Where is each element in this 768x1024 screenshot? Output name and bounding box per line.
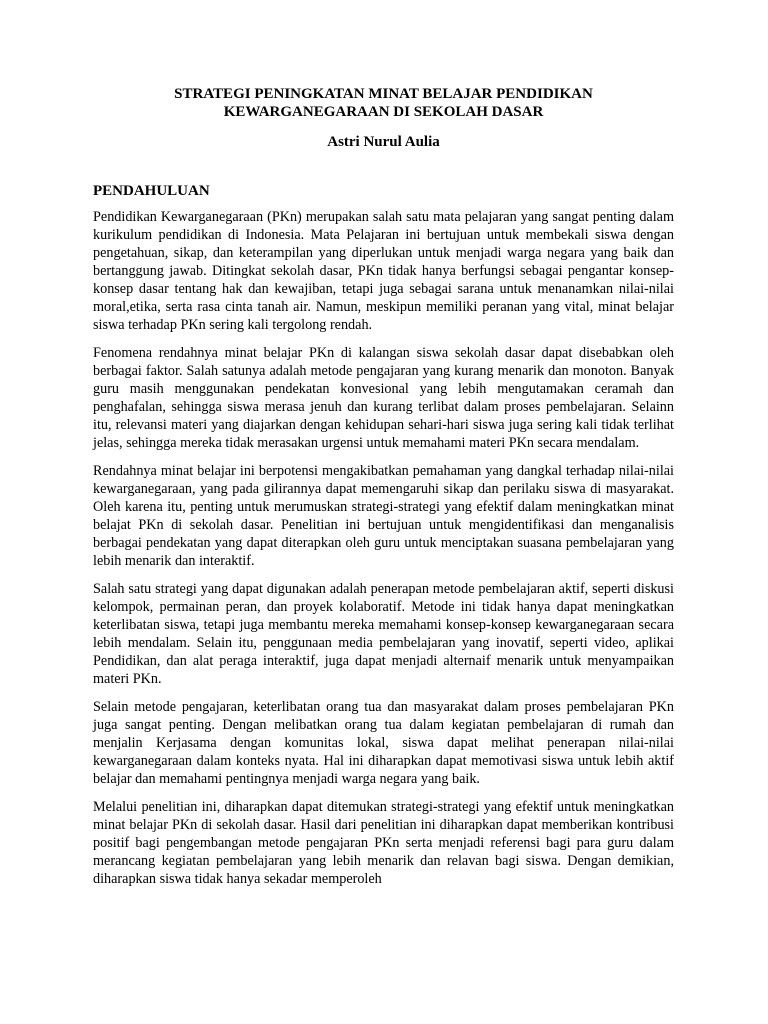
paragraph: Fenomena rendahnya minat belajar PKn di kalangan siswa sekolah dasar dapat disebabkan oleh berbagai faktor. Salah satunya adalah metode pengajaran yang kurang menarik dan monoton. Banyak guru masih menggunakan pendekatan konvesional yang lebih mengutamakan ceramah dan penghafalan, sehingga siswa merasa jenuh dan kurang terlibat dalam proses pembelajaran. Selainn itu, relevansi materi yang diajarkan dengan kehidupan sehari-hari siswa juga sering kali tidak terlihat jelas, sehingga mereka tidak merasakan urgensi untuk memahami materi PKn secara mendalam. — [93, 345, 674, 451]
body-text — [93, 208, 674, 888]
paragraph: Rendahnya minat belajar ini berpotensi mengakibatkan pemahaman yang dangkal terhadap nilai-nilai kewarganegaraan, yang pada gilirannya dapat memengaruhi sikap dan perilaku siswa di masyarakat. Oleh karena itu, penting untuk merumuskan strategi-strategi yang efektif dalam meningkatkan minat belajat PKn di sekolah dasar. Penelitian ini bertujuan untuk mengidentifikasi dan menganalisis berbagai pendekatan yang dapat diterapkan oleh guru untuk menciptakan suasana pembelajaran yang lebih menarik dan interaktif. — [93, 463, 674, 569]
paragraph: Pendidikan Kewarganegaraan (PKn) merupakan salah satu mata pelajaran yang sangat penting dalam kurikulum pendidikan di Indonesia. Mata Pelajaran ini bertujuan untuk membekali siswa dengan pengetahuan, sikap, dan keterampilan yang diperlukan untuk menjadi warga negara yang baik dan bertanggung jawab. Ditingkat sekolah dasar, PKn tidak hanya berfungsi sebagai pengantar konsep-konsep dasar tentang hak dan kewajiban, tetapi juga sebagai sarana untuk menanamkan nilai-nilai moral,etika, serta rasa cinta tanah air. Namun, meskipun memiliki peranan yang vital, minat belajar siswa terhadap PKn sering kali tergolong rendah. — [93, 209, 674, 333]
paragraph: Selain metode pengajaran, keterlibatan orang tua dan masyarakat dalam proses pembelajaran PKn juga sangat penting. Dengan melibatkan orang tua dalam kegiatan pembelajaran di rumah dan menjalin Kerjasama dengan komunitas lokal, siswa dapat melihat penerapan nilai-nilai kewarganegaraan dalam konteks nyata. Hal ini diharapkan dapat memotivasi siswa untuk lebih aktif belajar dan memahami pentingnya menjadi warga negara yang baik. — [93, 699, 674, 787]
author-name: Astri Nurul Aulia — [327, 134, 440, 150]
document-page — [93, 85, 674, 898]
section-heading: PENDAHULUAN — [93, 183, 210, 199]
title-line-1: STRATEGI PENINGKATAN MINAT BELAJAR PENDIDIKAN — [174, 86, 593, 102]
title-line-2: KEWARGANEGARAAN DI SEKOLAH DASAR — [223, 104, 544, 120]
paragraph: Melalui penelitian ini, diharapkan dapat ditemukan strategi-strategi yang efektif untuk meningkatkan minat belajar PKn di sekolah dasar. Hasil dari penelitian ini diharapkan dapat memberikan kontribusi positif bagi pengembangan metode pengajaran PKn serta menjadi referensi bagi para guru dalam merancang kegiatan pembelajaran yang lebih menarik dan relavan bagi siswa. Dengan demikian, diharapkan siswa tidak hanya sekadar memperoleh — [93, 799, 674, 887]
paragraph: Salah satu strategi yang dapat digunakan adalah penerapan metode pembelajaran aktif, seperti diskusi kelompok, permainan peran, dan proyek kolaboratif. Metode ini tidak hanya dapat meningkatkan keterlibatan siswa, tetapi juga membantu mereka memahami konsep-konsep kewarganegaraan secara lebih mendalam. Selain itu, penggunaan media pembelajaran yang inovatif, seperti video, aplikai Pendidikan, dan alat peraga interaktif, juga dapat menjadi alternaif menarik untuk menyampaikan materi PKn. — [93, 581, 674, 687]
document-title — [93, 85, 674, 121]
